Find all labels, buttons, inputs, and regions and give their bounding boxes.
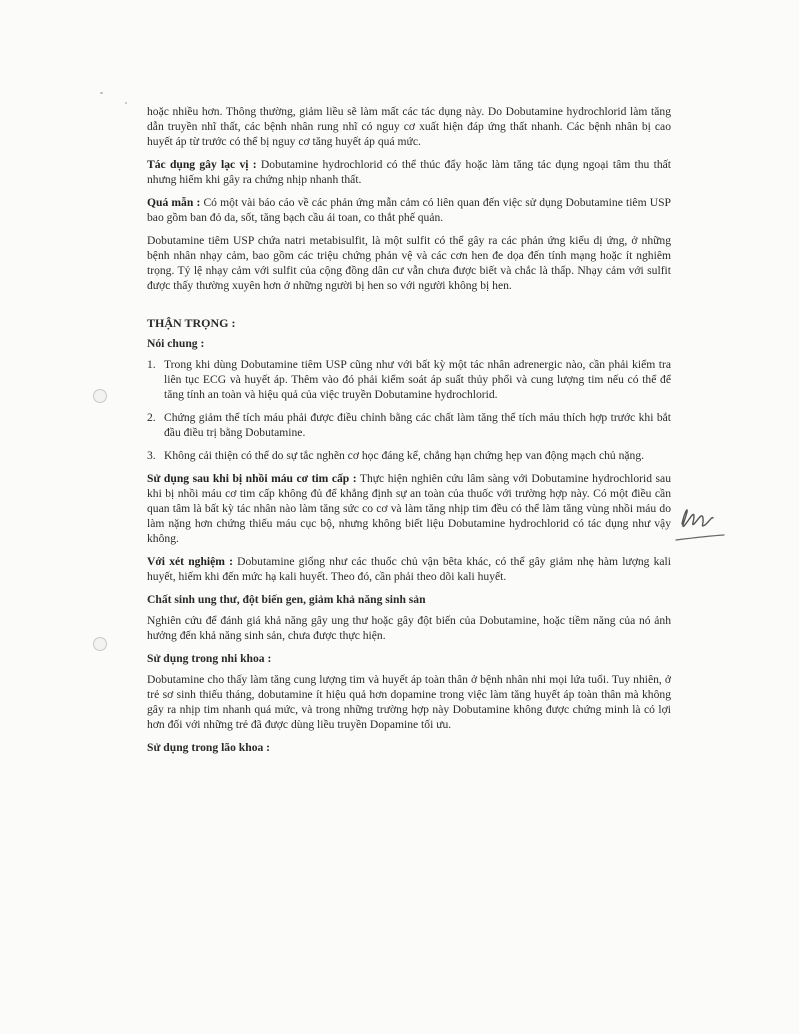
list-number: 2.	[147, 411, 156, 424]
subheading-ung-thu: Chất sinh ung thư, đột biến gen, giảm khả năng sinh sản	[147, 593, 426, 606]
signature-mark	[672, 492, 732, 550]
paragraph-intro: hoặc nhiều hơn. Thông thường, giảm liều sẽ làm mất các tác dụng này. Do Dobutamine hydrochlorid làm tăng dẫn truyền nhĩ thất, các bệnh nhân rung nhĩ có nguy cơ xuất hiện đáp ứng thất nhanh. Các bệnh nhân bị cao huyết áp từ trước có thể bị nguy cơ tăng huyết áp quá mức.	[147, 105, 671, 148]
paragraph-nhi-khoa: Dobutamine cho thấy làm tăng cung lượng tim và huyết áp toàn thân ở bệnh nhân nhi mọi lứa tuổi. Tuy nhiên, ở trẻ sơ sinh thiếu tháng, dobutamine ít hiệu quả hơn dopamine trong việc làm tăng huyết áp toàn thân mà không gây ra nhịp tim nhanh quá mức, và trong những trường hợp này Dobutamine không được chứng minh là có lợi hơn đối với những trẻ đã được dùng liều truyền Dopamine tối ưu.	[147, 673, 671, 731]
scan-speck	[100, 92, 103, 94]
list-text: Chứng giảm thể tích máu phải được điều chỉnh bằng các chất làm tăng thể tích máu thích hợp trước khi bắt đầu điều trị bằng Dobutamine.	[164, 411, 671, 439]
section-title-than-trong: THẬN TRỌNG :	[147, 316, 236, 330]
heading-lac-vi: Tác dụng gây lạc vị :	[147, 158, 257, 171]
subheading-nhi-khoa: Sử dụng trong nhi khoa :	[147, 652, 272, 665]
document-body	[147, 104, 671, 761]
heading-xet-nghiem: Với xét nghiệm :	[147, 555, 233, 568]
list-item	[147, 410, 671, 440]
paragraph-ung-thu: Nghiên cứu để đánh giá khả năng gây ung thư hoặc gây đột biến của Dobutamine, hoặc tiềm năng của nó ảnh hưởng đến khả năng sinh sản, chưa được thực hiện.	[147, 614, 671, 642]
list-text: Không cải thiện có thể do sự tắc nghẽn cơ học đáng kể, chẳng hạn chứng hẹp van động mạch chủ nặng.	[164, 449, 645, 462]
heading-qua-man: Quá mẫn :	[147, 196, 201, 209]
subheading-lao-khoa: Sử dụng trong lão khoa :	[147, 741, 271, 754]
heading-nhoi-mau: Sử dụng sau khi bị nhồi máu cơ tim cấp :	[147, 472, 357, 485]
punch-hole	[93, 389, 107, 403]
list-number: 1.	[147, 358, 156, 371]
punch-hole	[93, 637, 107, 651]
text-nhoi-mau: Thực hiện nghiên cứu lâm sàng với Dobutamine hydrochlorid sau khi bị nhồi máu cơ tim cấp không đủ để khẳng định sự an toàn của thuốc với trường hợp này. Có một điều cần quan tâm là bất kỳ tác nhân nào làm tăng sức co cơ và làm tăng nhịp tim đều có thể làm tăng vùng nhồi máu do làm nặng hơn chứng thiếu máu cục bộ, nhưng không biết liệu Dobutamine hydrochlorid có tác dụng như vậy không.	[147, 472, 671, 545]
paragraph-lac-vi	[147, 157, 671, 187]
subheading-noi-chung: Nói chung :	[147, 337, 205, 350]
list-text: Trong khi dùng Dobutamine tiêm USP cũng như với bất kỳ một tác nhân adrenergic nào, cần phải kiểm tra liên tục ECG và huyết áp. Thêm vào đó phải kiểm soát áp suất thủy phổi và cung lượng tim nếu có thể để tăng tính an toàn và hiệu quả của việc truyền Dobutamine hydrochlorid.	[164, 358, 671, 401]
text-qua-man: Có một vài báo cáo về các phản ứng mẫn cảm có liên quan đến việc sử dụng Dobutamine tiêm USP bao gồm ban đỏ da, sốt, tăng bạch cầu ái toan, co thắt phế quản.	[147, 196, 671, 224]
list-item	[147, 448, 671, 463]
paragraph-qua-man	[147, 195, 671, 225]
scan-speck	[125, 102, 127, 104]
paragraph-xet-nghiem	[147, 554, 671, 584]
paragraph-sulfit: Dobutamine tiêm USP chứa natri metabisulfit, là một sulfit có thể gây ra các phản ứng kiểu dị ứng, ở những bệnh nhân nhạy cảm, bao gồm các triệu chứng phản vệ và các cơn hen đe dọa đến tính mạng hoặc ít nghiêm trọng. Tỷ lệ nhạy cảm với sulfit của cộng đồng dân cư vẫn chưa được biết và chắc là thấp. Nhạy cảm với sulfit được thấy thường xuyên hơn ở những người bị hen so với người không bị hen.	[147, 234, 671, 292]
text-xet-nghiem: Dobutamine giống như các thuốc chủ vận bêta khác, có thể gây giảm nhẹ hàm lượng kali huyết, hiếm khi đến mức hạ kali huyết. Theo đó, cần phải theo dõi kali huyết.	[147, 555, 672, 583]
paragraph-nhoi-mau	[147, 471, 671, 546]
text-lac-vi: Dobutamine hydrochlorid có thể thúc đẩy hoặc làm tăng tác dụng ngoại tâm thu thất nhưng hiếm khi gây ra chứng nhịp nhanh thất.	[147, 158, 671, 186]
precaution-list	[147, 357, 671, 463]
list-item	[147, 357, 671, 402]
list-number: 3.	[147, 449, 156, 462]
